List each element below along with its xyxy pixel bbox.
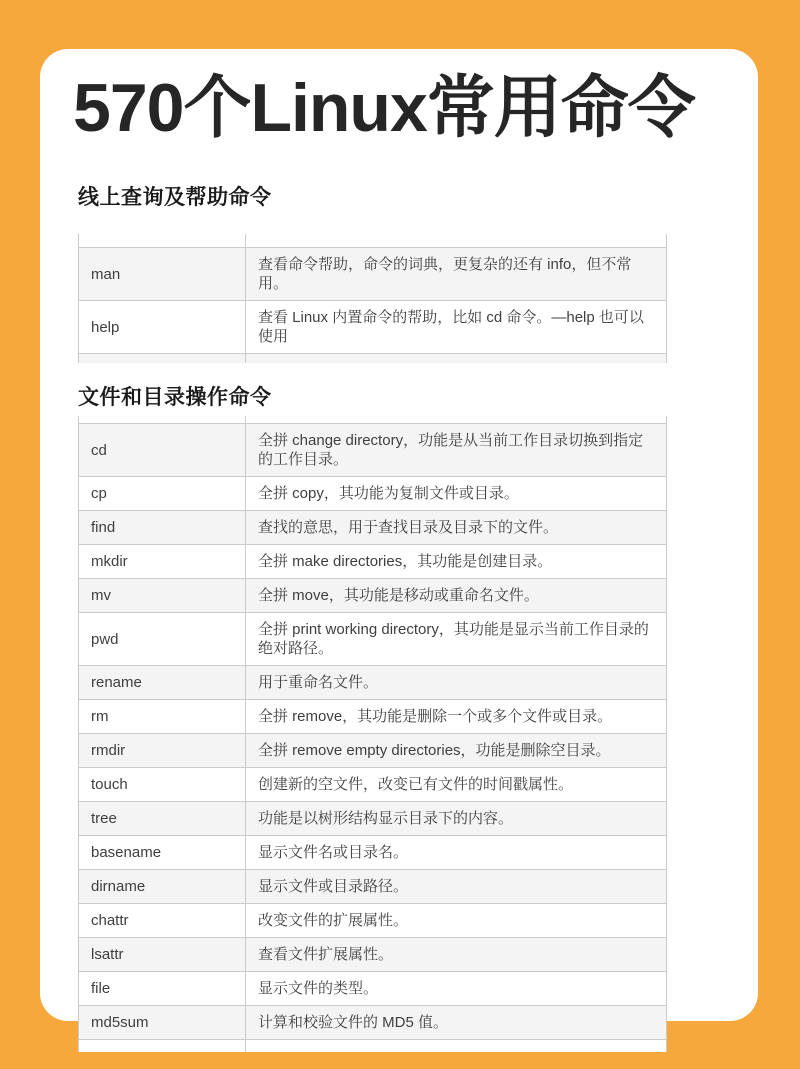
description-cell: 用于重命名文件。 [258, 674, 379, 692]
description-cell: 功能是以树形结构显示目录下的内容。 [258, 810, 514, 828]
command-cell: rm [79, 700, 246, 733]
command-cell: file [79, 972, 246, 1005]
table-row [79, 802, 666, 836]
section-online-help-commands [78, 181, 720, 363]
description-cell: 查找的意思，用于查找目录及目录下的文件。 [258, 519, 559, 537]
description-cell: 全拼 change directory，功能是从当前工作目录切换到指定的工作目录。 [258, 432, 644, 469]
command-cell: mv [79, 579, 246, 612]
command-cell: man [79, 248, 246, 300]
table-row [79, 666, 666, 700]
command-cell: touch [79, 768, 246, 801]
description-cell: 全拼 remove，其功能是删除一个或多个文件或目录。 [258, 708, 613, 726]
description-cell [246, 234, 666, 247]
poster-title: 570个Linux常用命令 [73, 70, 695, 146]
description-cell [246, 1040, 666, 1052]
command-cell: md5sum [79, 1006, 246, 1039]
command-cell: rmdir [79, 734, 246, 767]
table-row [79, 301, 666, 354]
description-cell: 查看 Linux 内置命令的帮助，比如 cd 命令。—help 也可以使用 [258, 309, 644, 346]
description-cell [246, 354, 666, 363]
clipped-partial-row [79, 354, 666, 363]
command-cell: lsattr [79, 938, 246, 971]
clipped-partial-row [79, 234, 666, 248]
command-cell: help [79, 301, 246, 353]
command-cell: cd [79, 424, 246, 476]
description-cell: 查看命令帮助，命令的词典，更复杂的还有 info，但不常用。 [258, 256, 632, 293]
command-table-online-help [78, 234, 667, 363]
command-cell: chattr [79, 904, 246, 937]
description-cell: 全拼 copy，其功能为复制文件或目录。 [258, 485, 519, 503]
section-heading-file-directory: 文件和目录操作命令 [78, 386, 272, 410]
poster-card [40, 49, 758, 1032]
table-row [79, 545, 666, 579]
section-heading-online-help: 线上查询及帮助命令 [78, 186, 272, 210]
command-table-file-directory [78, 416, 667, 1052]
description-cell: 显示文件的类型。 [258, 980, 379, 998]
description-cell: 显示文件或目录路径。 [258, 878, 409, 896]
command-cell: rename [79, 666, 246, 699]
description-cell: 显示文件名或目录名。 [258, 844, 409, 862]
command-cell: basename [79, 836, 246, 869]
clipped-partial-row [79, 416, 666, 424]
description-cell: 查看文件扩展属性。 [258, 946, 394, 964]
table-row [79, 511, 666, 545]
description-cell: 改变文件的扩展属性。 [258, 912, 409, 930]
description-cell: 创建新的空文件，改变已有文件的时间戳属性。 [258, 776, 574, 794]
command-cell [79, 1040, 246, 1052]
table-row [79, 248, 666, 301]
command-cell [79, 354, 246, 363]
clipped-partial-row [79, 1040, 666, 1052]
table-row [79, 870, 666, 904]
command-cell: tree [79, 802, 246, 835]
command-cell [79, 234, 246, 247]
table-row [79, 613, 666, 666]
table-row [79, 904, 666, 938]
command-cell: mkdir [79, 545, 246, 578]
command-cell [79, 416, 246, 423]
description-cell: 全拼 print working directory，其功能是显示当前工作目录的绝对路径。 [258, 621, 649, 658]
table-row [79, 972, 666, 1006]
table-row [79, 579, 666, 613]
table-row [79, 768, 666, 802]
command-cell: dirname [79, 870, 246, 903]
description-cell: 计算和校验文件的 MD5 值。 [258, 1014, 449, 1032]
command-cell: pwd [79, 613, 246, 665]
table-row [79, 477, 666, 511]
table-row [79, 938, 666, 972]
table-row [79, 1006, 666, 1040]
table-row [79, 836, 666, 870]
table-row [79, 424, 666, 477]
description-cell [246, 416, 666, 423]
description-cell: 全拼 move，其功能是移动或重命名文件。 [258, 587, 539, 605]
command-cell: find [79, 511, 246, 544]
command-cell: cp [79, 477, 246, 510]
section-file-directory-commands [78, 381, 720, 1052]
description-cell: 全拼 make directories，其功能是创建目录。 [258, 553, 553, 571]
description-cell: 全拼 remove empty directories，功能是删除空目录。 [258, 742, 611, 760]
table-row [79, 734, 666, 768]
table-row [79, 700, 666, 734]
